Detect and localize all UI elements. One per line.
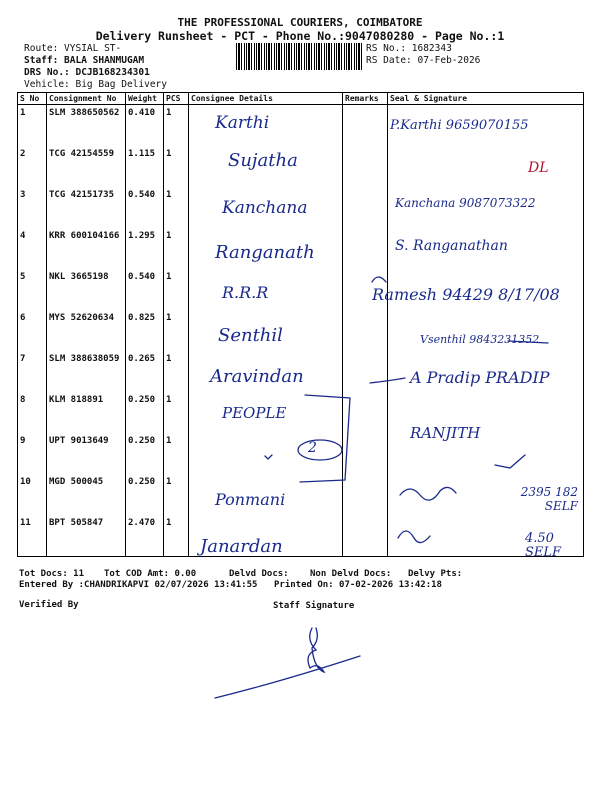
table-row [18, 146, 584, 187]
cell-consignment-no: UPT 9013649 [47, 433, 126, 474]
cell-seal-signature [388, 351, 584, 392]
cell-remarks [343, 228, 388, 269]
cell-weight: 1.115 [126, 146, 164, 187]
cell-consignee-details [189, 433, 343, 474]
cell-remarks [343, 105, 388, 147]
handwritten-consignee-7: Aravindan [210, 366, 304, 387]
cell-sno: 8 [18, 392, 47, 433]
cell-weight: 0.410 [126, 105, 164, 147]
handwritten-consignee-1: Karthi [215, 113, 270, 133]
handwritten-signature-9: RANJITH [410, 424, 481, 442]
cell-consignee-details [189, 351, 343, 392]
table-row [18, 474, 584, 515]
table-row [18, 351, 584, 392]
cell-weight: 0.265 [126, 351, 164, 392]
cell-pcs: 1 [164, 474, 189, 515]
route-label: Route: VYSIAL ST- [24, 43, 122, 54]
cell-pcs: 1 [164, 187, 189, 228]
cell-seal-signature [388, 187, 584, 228]
handwritten-signature-10: 2395 182 SELF [520, 485, 578, 513]
cell-consignment-no: TCG 42154559 [47, 146, 126, 187]
cell-seal-signature [388, 269, 584, 310]
handwritten-consignee-6: Senthil [218, 325, 283, 346]
handwritten-consignee-2: Sujatha [228, 150, 298, 171]
table-header-row [18, 93, 584, 105]
cell-seal-signature [388, 228, 584, 269]
cell-pcs: 1 [164, 310, 189, 351]
drs-label: DRS No.: DCJB168234301 [24, 67, 150, 78]
col-header-consignee: Consignee Details [189, 93, 343, 105]
cell-sno: 10 [18, 474, 47, 515]
cell-weight: 0.250 [126, 474, 164, 515]
cell-sno: 1 [18, 105, 47, 147]
cell-sno: 7 [18, 351, 47, 392]
handwritten-signature-2: DL [528, 160, 549, 176]
cell-seal-signature [388, 310, 584, 351]
cell-remarks [343, 392, 388, 433]
rs-date: RS Date: 07-Feb-2026 [366, 55, 481, 66]
cell-seal-signature [388, 146, 584, 187]
cell-pcs: 1 [164, 433, 189, 474]
cell-weight: 2.470 [126, 515, 164, 557]
cell-consignment-no: BPT 505847 [47, 515, 126, 557]
cell-consignee-details [189, 310, 343, 351]
cell-consignment-no: SLM 388638059 [47, 351, 126, 392]
cell-sno: 2 [18, 146, 47, 187]
entered-by: Entered By :CHANDRIKAPVI 02/07/2026 13:41:55 [19, 580, 258, 590]
cell-weight: 0.250 [126, 392, 164, 433]
table-row [18, 392, 584, 433]
cell-weight: 0.825 [126, 310, 164, 351]
delivery-points: Delvy Pts: [408, 569, 463, 579]
cell-remarks [343, 474, 388, 515]
cell-pcs: 1 [164, 392, 189, 433]
table-row [18, 228, 584, 269]
cell-consignee-details [189, 228, 343, 269]
col-header-remarks: Remarks [343, 93, 388, 105]
cell-remarks [343, 146, 388, 187]
cell-consignee-details [189, 269, 343, 310]
tot-docs: Tot Docs: 11 [19, 569, 85, 579]
handwritten-signature-7: A Pradip PRADIP [410, 368, 550, 387]
col-header-consignment: Consignment No [47, 93, 126, 105]
cell-pcs: 1 [164, 269, 189, 310]
handwritten-signature-4: S. Ranganathan [395, 238, 508, 254]
handwritten-consignee-5: R.R.R [222, 283, 269, 302]
cell-consignment-no: TCG 42151735 [47, 187, 126, 228]
cell-seal-signature [388, 433, 584, 474]
cell-consignee-details [189, 187, 343, 228]
cell-consignment-no: MGD 500045 [47, 474, 126, 515]
cell-pcs: 1 [164, 515, 189, 557]
staff-signature-label: Staff Signature [273, 601, 355, 611]
cell-consignment-no: MYS 52620634 [47, 310, 126, 351]
cell-sno: 3 [18, 187, 47, 228]
handwritten-consignee-4: Ranganath [215, 242, 315, 263]
cell-sno: 4 [18, 228, 47, 269]
tot-cod-amount: Tot COD Amt: 0.00 [104, 569, 197, 579]
handwritten-consignee-9: 2 [308, 440, 317, 456]
cell-consignee-details [189, 474, 343, 515]
cell-consignment-no: KRR 600104166 [47, 228, 126, 269]
table-row [18, 269, 584, 310]
printed-on: Printed On: 07-02-2026 13:42:18 [274, 580, 442, 590]
cell-seal-signature [388, 392, 584, 433]
cell-pcs: 1 [164, 351, 189, 392]
cell-remarks [343, 269, 388, 310]
cell-remarks [343, 433, 388, 474]
company-title: THE PROFESSIONAL COURIERS, COIMBATORE [177, 16, 423, 29]
table-row [18, 433, 584, 474]
verified-by-label: Verified By [19, 600, 79, 610]
handwritten-consignee-11: Janardan [200, 536, 283, 557]
cell-seal-signature [388, 515, 584, 557]
col-header-weight: Weight [126, 93, 164, 105]
table-row [18, 310, 584, 351]
table-row [18, 187, 584, 228]
cell-consignee-details [189, 515, 343, 557]
cell-sno: 9 [18, 433, 47, 474]
col-header-sno: S No [18, 93, 47, 105]
handwritten-signature-1: P.Karthi 9659070155 [390, 118, 529, 133]
cell-consignment-no: NKL 3665198 [47, 269, 126, 310]
handwritten-consignee-3: Kanchana [222, 198, 308, 218]
cell-remarks [343, 515, 388, 557]
cell-weight: 0.250 [126, 433, 164, 474]
handwritten-signature-3: Kanchana 9087073322 [395, 196, 536, 210]
vehicle-label: Vehicle: Big Bag Delivery [24, 79, 167, 90]
cell-sno: 6 [18, 310, 47, 351]
cell-seal-signature [388, 474, 584, 515]
barcode [236, 43, 362, 70]
handwritten-signature-6: Vsenthil 9843231352 [420, 333, 540, 346]
cell-remarks [343, 351, 388, 392]
cell-remarks [343, 187, 388, 228]
cell-consignee-details [189, 105, 343, 147]
table-row [18, 105, 584, 147]
cell-pcs: 1 [164, 105, 189, 147]
delivered-docs: Delvd Docs: [229, 569, 289, 579]
handwritten-signature-11: 4.50 SELF [525, 531, 562, 560]
cell-sno: 5 [18, 269, 47, 310]
handwritten-consignee-8: PEOPLE [222, 404, 287, 422]
staff-label: Staff: BALA SHANMUGAM [24, 55, 145, 66]
col-header-pcs: PCS [164, 93, 189, 105]
cell-pcs: 1 [164, 146, 189, 187]
cell-consignee-details [189, 146, 343, 187]
cell-sno: 11 [18, 515, 47, 557]
runsheet-subtitle: Delivery Runsheet - PCT - Phone No.:9047080280 - Page No.:1 [95, 29, 505, 43]
runsheet-table [17, 92, 584, 557]
cell-remarks [343, 310, 388, 351]
cell-consignment-no: SLM 388650562 [47, 105, 126, 147]
handwritten-consignee-10: Ponmani [215, 490, 286, 509]
cell-weight: 1.295 [126, 228, 164, 269]
col-header-seal: Seal & Signature [388, 93, 584, 105]
cell-consignment-no: KLM 818891 [47, 392, 126, 433]
cell-seal-signature [388, 105, 584, 147]
rs-number: RS No.: 1682343 [366, 43, 452, 54]
handwritten-signature-5: Ramesh 94429 8/17/08 [372, 285, 560, 304]
non-delivered-docs: Non Delvd Docs: [310, 569, 392, 579]
cell-weight: 0.540 [126, 269, 164, 310]
cell-consignee-details [189, 392, 343, 433]
table-row [18, 515, 584, 557]
cell-weight: 0.540 [126, 187, 164, 228]
cell-pcs: 1 [164, 228, 189, 269]
